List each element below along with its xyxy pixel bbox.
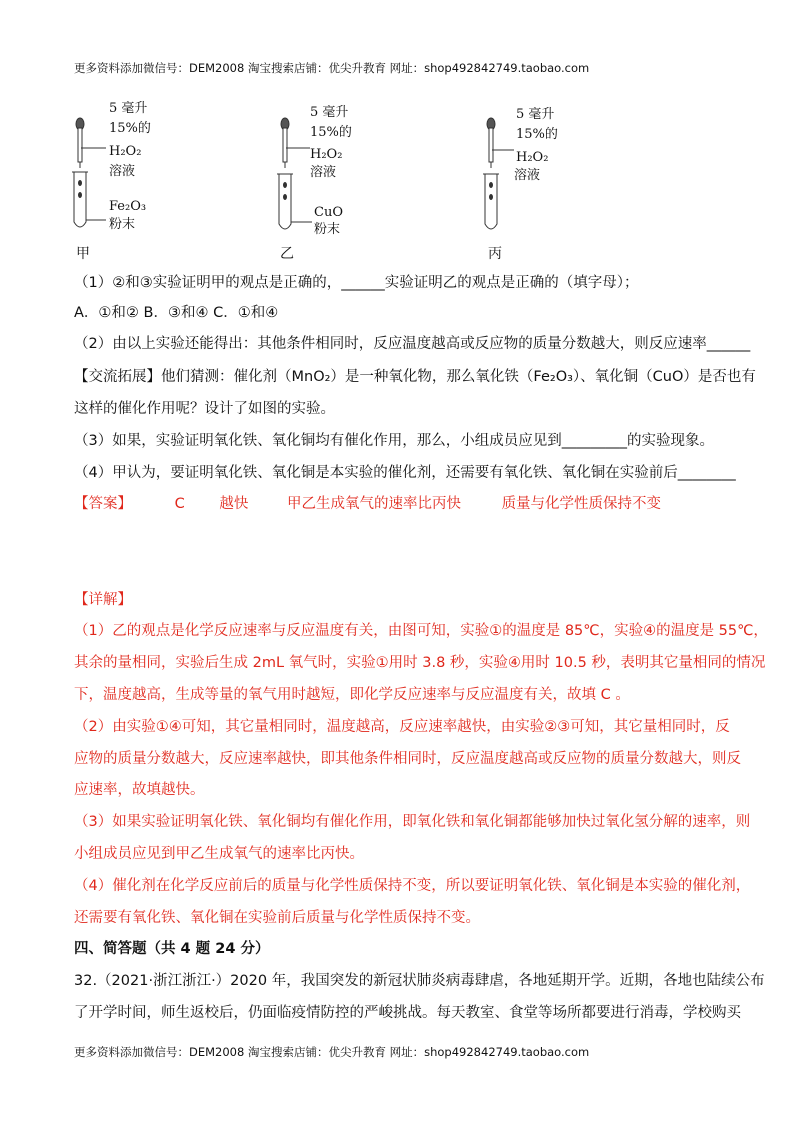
detail-line: （1）乙的观点是化学反应速率与反应温度有关，由图可知，实验①的温度是 85℃，实验④的温度是 55℃，	[74, 623, 768, 639]
tube-yi-solid-form: 粉末	[314, 222, 341, 237]
tube-jia-solid: Fe₂O₃	[109, 199, 147, 214]
tube-yi	[277, 118, 312, 229]
tube-bing	[483, 118, 514, 229]
tube-yi-volume: 5 毫升	[310, 105, 349, 120]
answer-2: 越快	[219, 496, 249, 512]
section-heading: 四、简答题（共 4 题 24 分）	[74, 941, 270, 957]
tube-yi-name: 乙	[280, 246, 294, 262]
question-3: （3）如果，实验证明氧化铁、氧化铜均有催化作用，那么，小组成员应见到_________的实验现象。	[74, 433, 714, 449]
tube-bing-volume: 5 毫升	[516, 107, 555, 122]
tube-jia-solution: 溶液	[109, 164, 136, 179]
tube-jia-reagent: H₂O₂	[109, 144, 142, 159]
tube-bing-name: 丙	[488, 246, 502, 262]
page-footer: 更多资料添加微信号：DEM2008 淘宝搜索店铺：优尖升教育 网址：shop492842749.taobao.com	[74, 1045, 590, 1059]
tube-yi-solid: CuO	[314, 205, 343, 220]
detail-line: 下，温度越高，生成等量的氧气用时越短，即化学反应速率与反应温度有关，故填 C 。	[74, 687, 630, 703]
question-32-line-1: 32.（2021·浙江浙江·）2020 年，我国突发的新冠状肺炎病毒肆虐，各地延期开学。近期，各地也陆续公布	[74, 973, 765, 989]
tube-bing-solution: 溶液	[514, 168, 541, 183]
detail-label: 【详解】	[74, 592, 132, 608]
tube-jia-conc: 15%的	[109, 121, 151, 136]
tube-bing-conc: 15%的	[516, 127, 558, 142]
expand-text-2: 这样的催化作用呢？设计了如图的实验。	[74, 401, 335, 417]
tube-yi-reagent: H₂O₂	[310, 147, 343, 162]
detail-line: 应物的质量分数越大，反应速率越快，即其他条件相同时，反应温度越高或反应物的质量分数越大，则反	[74, 751, 741, 767]
question-32-line-2: 了开学时间，师生返校后，仍面临疫情防控的严峻挑战。每天教室、食堂等场所都要进行消毒，学校购买	[74, 1005, 741, 1021]
detail-line: 其余的量相同，实验后生成 2mL 氧气时，实验①用时 3.8 秒，实验④用时 10.5 秒，表明其它量相同的情况	[74, 655, 766, 671]
answer-options: A．①和② B．③和④ C．①和④	[74, 305, 279, 321]
answer-label: 【答案】	[74, 496, 132, 512]
answer-3: 甲乙生成氧气的速率比丙快	[286, 496, 461, 512]
tube-yi-solution: 溶液	[310, 165, 337, 180]
tube-bing-reagent: H₂O₂	[516, 150, 549, 165]
answer-line	[74, 494, 724, 514]
page-header: 更多资料添加微信号：DEM2008 淘宝搜索店铺：优尖升教育 网址：shop492842749.taobao.com	[74, 61, 590, 75]
detail-line: 小组成员应见到甲乙生成氧气的速率比丙快。	[74, 846, 364, 862]
question-1: （1）②和③实验证明甲的观点是正确的，______实验证明乙的观点是正确的（填字母）；	[74, 275, 639, 291]
tube-yi-conc: 15%的	[310, 125, 352, 140]
tube-jia-volume: 5 毫升	[109, 101, 148, 116]
detail-line: 应速率，故填越快。	[74, 782, 205, 798]
detail-line: （2）由实验①④可知，其它量相同时，温度越高，反应速率越快，由实验②③可知，其它量相同时，反	[74, 719, 730, 735]
experiment-figure	[0, 98, 793, 268]
tube-jia	[72, 118, 106, 227]
detail-line: （4）催化剂在化学反应前后的质量与化学性质保持不变，所以要证明氧化铁、氧化铜是本实验的催化剂，	[74, 878, 751, 894]
tube-jia-solid-form: 粉末	[109, 217, 136, 232]
detail-line: 还需要有氧化铁、氧化铜在实验前后质量与化学性质保持不变。	[74, 910, 480, 926]
answer-4: 质量与化学性质保持不变	[501, 496, 662, 512]
answer-1: C	[174, 496, 185, 512]
question-4: （4）甲认为，要证明氧化铁、氧化铜是本实验的催化剂，还需要有氧化铁、氧化铜在实验前后________	[74, 465, 736, 481]
expand-text-1: 【交流拓展】他们猜测：催化剂（MnO₂）是一种氧化物，那么氧化铁（Fe₂O₃）、氧化铜（CuO）是否也有	[74, 369, 756, 385]
detail-line: （3）如果实验证明氧化铁、氧化铜均有催化作用，即氧化铁和氧化铜都能够加快过氧化氢分解的速率，则	[74, 814, 751, 830]
tube-jia-name: 甲	[76, 246, 90, 262]
question-2: （2）由以上实验还能得出：其他条件相同时，反应温度越高或反应物的质量分数越大，则反应速率______	[74, 336, 751, 352]
